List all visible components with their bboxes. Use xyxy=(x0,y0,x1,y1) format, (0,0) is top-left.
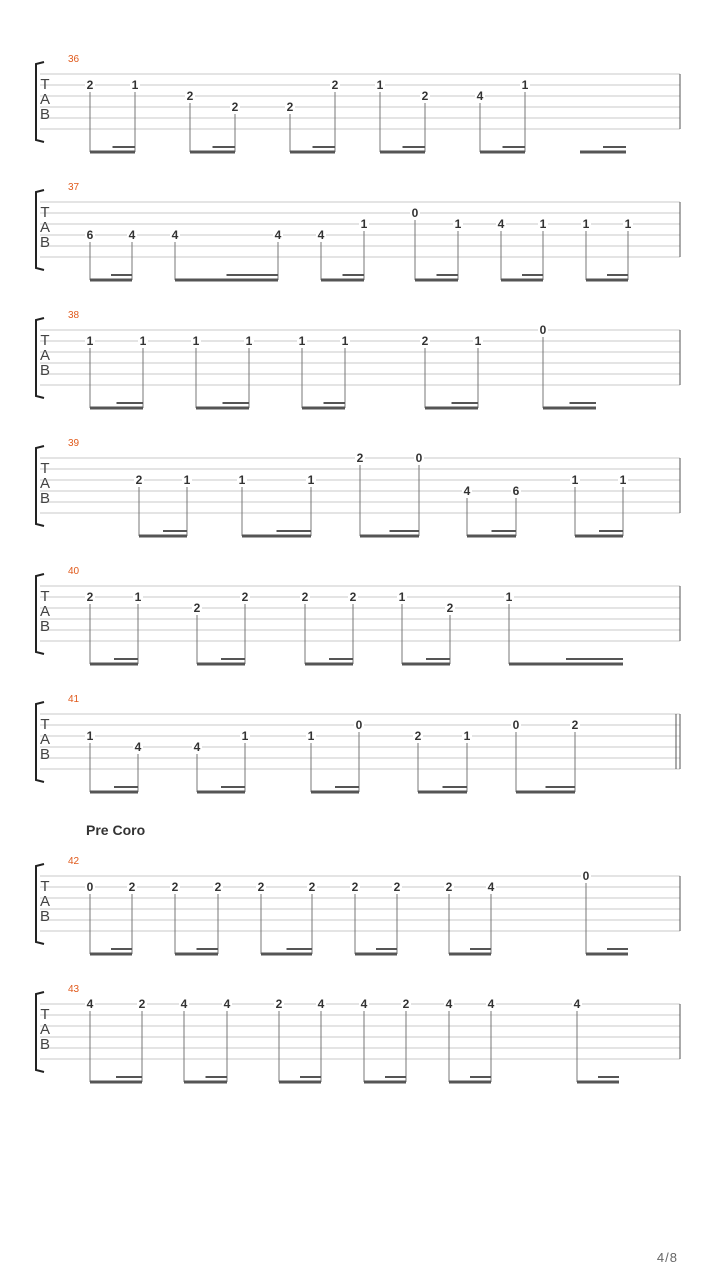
fret-number: 1 xyxy=(582,217,590,231)
fret-number: 2 xyxy=(241,590,249,604)
tab-clef-letter: T xyxy=(40,716,50,733)
fret-number: 2 xyxy=(257,880,265,894)
fret-number: 1 xyxy=(521,78,529,92)
page-number: 4/8 xyxy=(656,1250,678,1265)
fret-number: 4 xyxy=(274,228,282,242)
fret-number: 2 xyxy=(86,78,94,92)
fret-number: 2 xyxy=(421,89,429,103)
fret-number: 2 xyxy=(402,997,410,1011)
fret-number: 1 xyxy=(307,729,315,743)
fret-number: 2 xyxy=(351,880,359,894)
fret-number: 1 xyxy=(86,334,94,348)
fret-number: 2 xyxy=(349,590,357,604)
tab-clef-letter: A xyxy=(39,893,51,910)
fret-number: 2 xyxy=(571,718,579,732)
fret-number: 2 xyxy=(356,451,364,465)
tab-clef-letter: T xyxy=(40,588,50,605)
fret-number: 1 xyxy=(505,590,513,604)
fret-number: 4 xyxy=(134,740,142,754)
fret-number: 4 xyxy=(128,228,136,242)
fret-number: 2 xyxy=(171,880,179,894)
fret-number: 2 xyxy=(446,601,454,615)
measure-number: 38 xyxy=(68,310,80,321)
fret-number: 2 xyxy=(331,78,339,92)
fret-number: 4 xyxy=(317,997,325,1011)
fret-number: 4 xyxy=(180,997,188,1011)
measure-number: 41 xyxy=(68,694,80,705)
fret-number: 2 xyxy=(421,334,429,348)
tab-clef-letter: A xyxy=(39,347,51,364)
fret-number: 1 xyxy=(241,729,249,743)
fret-number: 2 xyxy=(445,880,453,894)
fret-number: 0 xyxy=(355,718,363,732)
measure-number: 37 xyxy=(68,182,80,193)
fret-number: 2 xyxy=(214,880,222,894)
tab-clef-letter: T xyxy=(40,878,50,895)
fret-number: 4 xyxy=(487,880,495,894)
fret-number: 0 xyxy=(512,718,520,732)
fret-number: 1 xyxy=(131,78,139,92)
fret-number: 2 xyxy=(308,880,316,894)
fret-number: 4 xyxy=(360,997,368,1011)
fret-number: 2 xyxy=(414,729,422,743)
fret-number: 1 xyxy=(454,217,462,231)
tab-clef-letter: T xyxy=(40,76,50,93)
tab-clef-letter: B xyxy=(39,106,51,123)
section-label-pre-coro: Pre Coro xyxy=(86,822,146,838)
fret-number: 2 xyxy=(286,100,294,114)
fret-number: 2 xyxy=(128,880,136,894)
fret-number: 1 xyxy=(398,590,406,604)
measure-number: 36 xyxy=(68,54,80,65)
fret-number: 1 xyxy=(474,334,482,348)
fret-number: 4 xyxy=(487,997,495,1011)
fret-number: 4 xyxy=(573,997,581,1011)
fret-number: 2 xyxy=(86,590,94,604)
fret-number: 2 xyxy=(301,590,309,604)
tab-clef-letter: A xyxy=(39,91,51,108)
fret-number: 1 xyxy=(86,729,94,743)
fret-number: 1 xyxy=(134,590,142,604)
tab-clef-letter: B xyxy=(39,490,51,507)
tab-clef-letter: T xyxy=(40,460,50,477)
fret-number: 6 xyxy=(86,228,94,242)
measure-number: 42 xyxy=(68,856,80,867)
fret-number: 2 xyxy=(138,997,146,1011)
fret-number: 2 xyxy=(231,100,239,114)
fret-number: 4 xyxy=(463,484,471,498)
fret-number: 4 xyxy=(497,217,505,231)
fret-number: 6 xyxy=(512,484,520,498)
fret-number: 2 xyxy=(135,473,143,487)
fret-number: 1 xyxy=(298,334,306,348)
fret-number: 4 xyxy=(86,997,94,1011)
tab-clef-letter: T xyxy=(40,332,50,349)
fret-number: 1 xyxy=(139,334,147,348)
tab-clef-letter: B xyxy=(39,1036,51,1053)
fret-number: 4 xyxy=(223,997,231,1011)
fret-number: 2 xyxy=(275,997,283,1011)
tab-clef-letter: A xyxy=(39,475,51,492)
fret-number: 1 xyxy=(183,473,191,487)
fret-number: 1 xyxy=(624,217,632,231)
fret-number: 2 xyxy=(393,880,401,894)
fret-number: 1 xyxy=(539,217,547,231)
fret-number: 4 xyxy=(317,228,325,242)
fret-number: 1 xyxy=(571,473,579,487)
tab-clef-letter: B xyxy=(39,908,51,925)
fret-number: 4 xyxy=(171,228,179,242)
tab-clef-letter: A xyxy=(39,1021,51,1038)
tab-clef-letter: B xyxy=(39,362,51,379)
fret-number: 0 xyxy=(582,869,590,883)
fret-number: 0 xyxy=(415,451,423,465)
tab-clef-letter: A xyxy=(39,603,51,620)
tab-clef-letter: T xyxy=(40,1006,50,1023)
tab-clef-letter: B xyxy=(39,746,51,763)
fret-number: 4 xyxy=(445,997,453,1011)
fret-number: 1 xyxy=(376,78,384,92)
fret-number: 0 xyxy=(86,880,94,894)
fret-number: 2 xyxy=(186,89,194,103)
fret-number: 0 xyxy=(411,206,419,220)
tab-clef-letter: B xyxy=(39,234,51,251)
fret-number: 1 xyxy=(360,217,368,231)
fret-number: 4 xyxy=(476,89,484,103)
tab-clef-letter: A xyxy=(39,731,51,748)
fret-number: 1 xyxy=(192,334,200,348)
tab-clef-letter: T xyxy=(40,204,50,221)
fret-number: 1 xyxy=(245,334,253,348)
fret-number: 4 xyxy=(193,740,201,754)
fret-number: 1 xyxy=(307,473,315,487)
fret-number: 2 xyxy=(193,601,201,615)
measure-number: 40 xyxy=(68,566,80,577)
fret-number: 1 xyxy=(619,473,627,487)
tab-clef-letter: A xyxy=(39,219,51,236)
measure-number: 39 xyxy=(68,438,80,449)
measure-number: 43 xyxy=(68,984,80,995)
fret-number: 1 xyxy=(341,334,349,348)
fret-number: 1 xyxy=(463,729,471,743)
fret-number: 1 xyxy=(238,473,246,487)
fret-number: 0 xyxy=(539,323,547,337)
tab-clef-letter: B xyxy=(39,618,51,635)
